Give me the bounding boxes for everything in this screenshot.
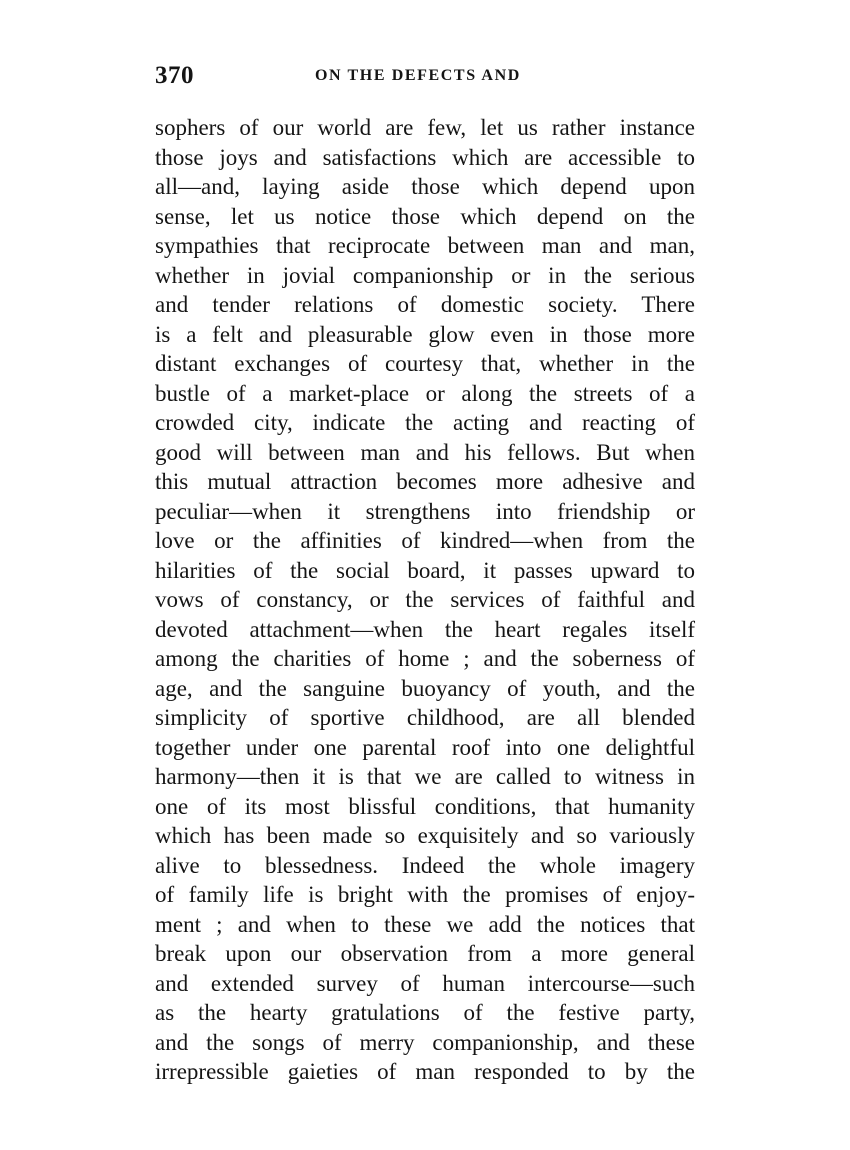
text-line: good will between man and his fellows. But when (155, 439, 695, 465)
text-line: crowded city, indicate the acting and reacting of (155, 410, 695, 435)
text-line: bustle of a market-place or along the streets of a (155, 380, 695, 406)
text-line: ment ; and when to these we add the notices that (155, 911, 695, 937)
text-line: as the hearty gratulations of the festive party, (155, 1000, 695, 1025)
text-line: is a felt and pleasurable glow even in those more (155, 321, 695, 347)
text-line: and extended survey of human intercourse—such (155, 970, 695, 996)
text-line: one of its most blissful conditions, that humanity (155, 793, 695, 819)
text-line: age, and the sanguine buoyancy of youth, and the (155, 675, 695, 701)
body-text (155, 113, 695, 1087)
text-line: among the charities of home ; and the soberness of (155, 646, 695, 671)
text-line: vows of constancy, or the services of faithful and (155, 587, 695, 612)
text-line: harmony—then it is that we are called to witness in (155, 764, 695, 789)
text-line: alive to blessedness. Indeed the whole imagery (155, 852, 695, 878)
text-line: and tender relations of domestic society. There (155, 292, 695, 317)
text-line: hilarities of the social board, it passes upward to (155, 557, 695, 583)
text-line: together under one parental roof into one delightful (155, 734, 695, 760)
text-line: sense, let us notice those which depend on the (155, 203, 695, 229)
text-line: break upon our observation from a more general (155, 941, 695, 966)
text-line: love or the affinities of kindred—when from the (155, 528, 695, 553)
text-line: all—and, laying aside those which depend upon (155, 174, 695, 199)
text-line: peculiar—when it strengthens into friendship or (155, 498, 695, 524)
text-line: sympathies that reciprocate between man and man, (155, 233, 695, 258)
text-line: of family life is bright with the promises of enjoy- (155, 882, 695, 907)
text-line: simplicity of sportive childhood, are all blended (155, 705, 695, 730)
text-line: this mutual attraction becomes more adhesive and (155, 469, 695, 494)
text-line: distant exchanges of courtesy that, whether in the (155, 351, 695, 376)
text-line: and the songs of merry companionship, and these (155, 1029, 695, 1055)
running-head (155, 62, 695, 92)
running-title: ON THE DEFECTS AND (315, 67, 521, 84)
text-line: irrepressible gaieties of man responded to by the (155, 1059, 695, 1084)
text-line: those joys and satisfactions which are accessible to (155, 144, 695, 170)
text-line: devoted attachment—when the heart regales itself (155, 616, 695, 642)
page-number: 370 (155, 62, 194, 89)
text-line: whether in jovial companionship or in the serious (155, 262, 695, 288)
text-line: which has been made so exquisitely and so variously (155, 823, 695, 848)
text-line: sophers of our world are few, let us rather instance (155, 115, 695, 140)
